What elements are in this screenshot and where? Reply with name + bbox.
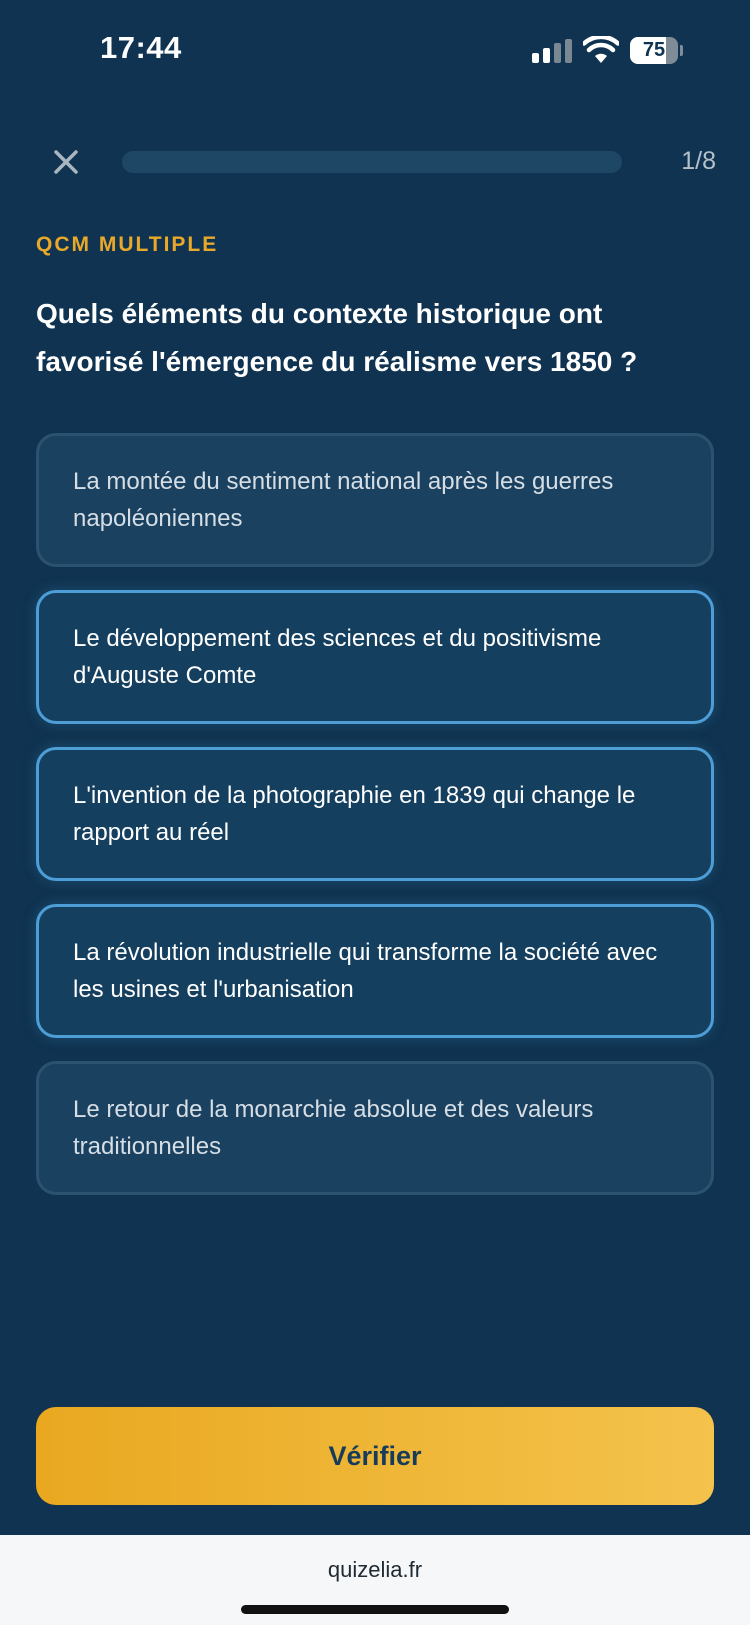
close-button[interactable] <box>46 142 86 182</box>
status-bar <box>0 0 750 100</box>
url-text[interactable]: quizelia.fr <box>327 1557 423 1582</box>
battery-level: 75 <box>642 39 666 61</box>
option-1[interactable] <box>36 433 714 567</box>
option-label: Le retour de la monarchie absolue et des valeurs traditionnelles <box>73 1096 594 1160</box>
question-text: Quels éléments du contexte historique ont favorisé l'émergence du réalisme vers 1850 ? <box>36 298 638 377</box>
status-time: 17:44 <box>100 30 182 65</box>
progress-bar <box>122 151 622 173</box>
option-3[interactable] <box>36 747 714 881</box>
option-4[interactable] <box>36 904 714 1038</box>
option-label: Le développement des sciences et du positivisme d'Auguste Comte <box>73 625 602 689</box>
wifi-icon <box>583 36 619 64</box>
option-label: L'invention de la photographie en 1839 qui change le rapport au réel <box>73 782 636 846</box>
close-icon <box>46 142 86 182</box>
home-indicator[interactable] <box>241 1605 509 1614</box>
progress-counter: 1/8 <box>681 147 716 175</box>
option-5[interactable] <box>36 1061 714 1195</box>
cellular-signal-icon <box>532 39 574 63</box>
option-2[interactable] <box>36 590 714 724</box>
option-label: La montée du sentiment national après les guerres napoléoniennes <box>73 468 614 532</box>
battery-icon <box>630 37 680 64</box>
option-label: La révolution industrielle qui transforme la société avec les usines et l'urbanisation <box>73 939 658 1003</box>
verify-button[interactable]: Vérifier <box>36 1407 714 1505</box>
question-type-label: QCM MULTIPLE <box>36 233 219 256</box>
browser-url-bar <box>0 1535 750 1625</box>
